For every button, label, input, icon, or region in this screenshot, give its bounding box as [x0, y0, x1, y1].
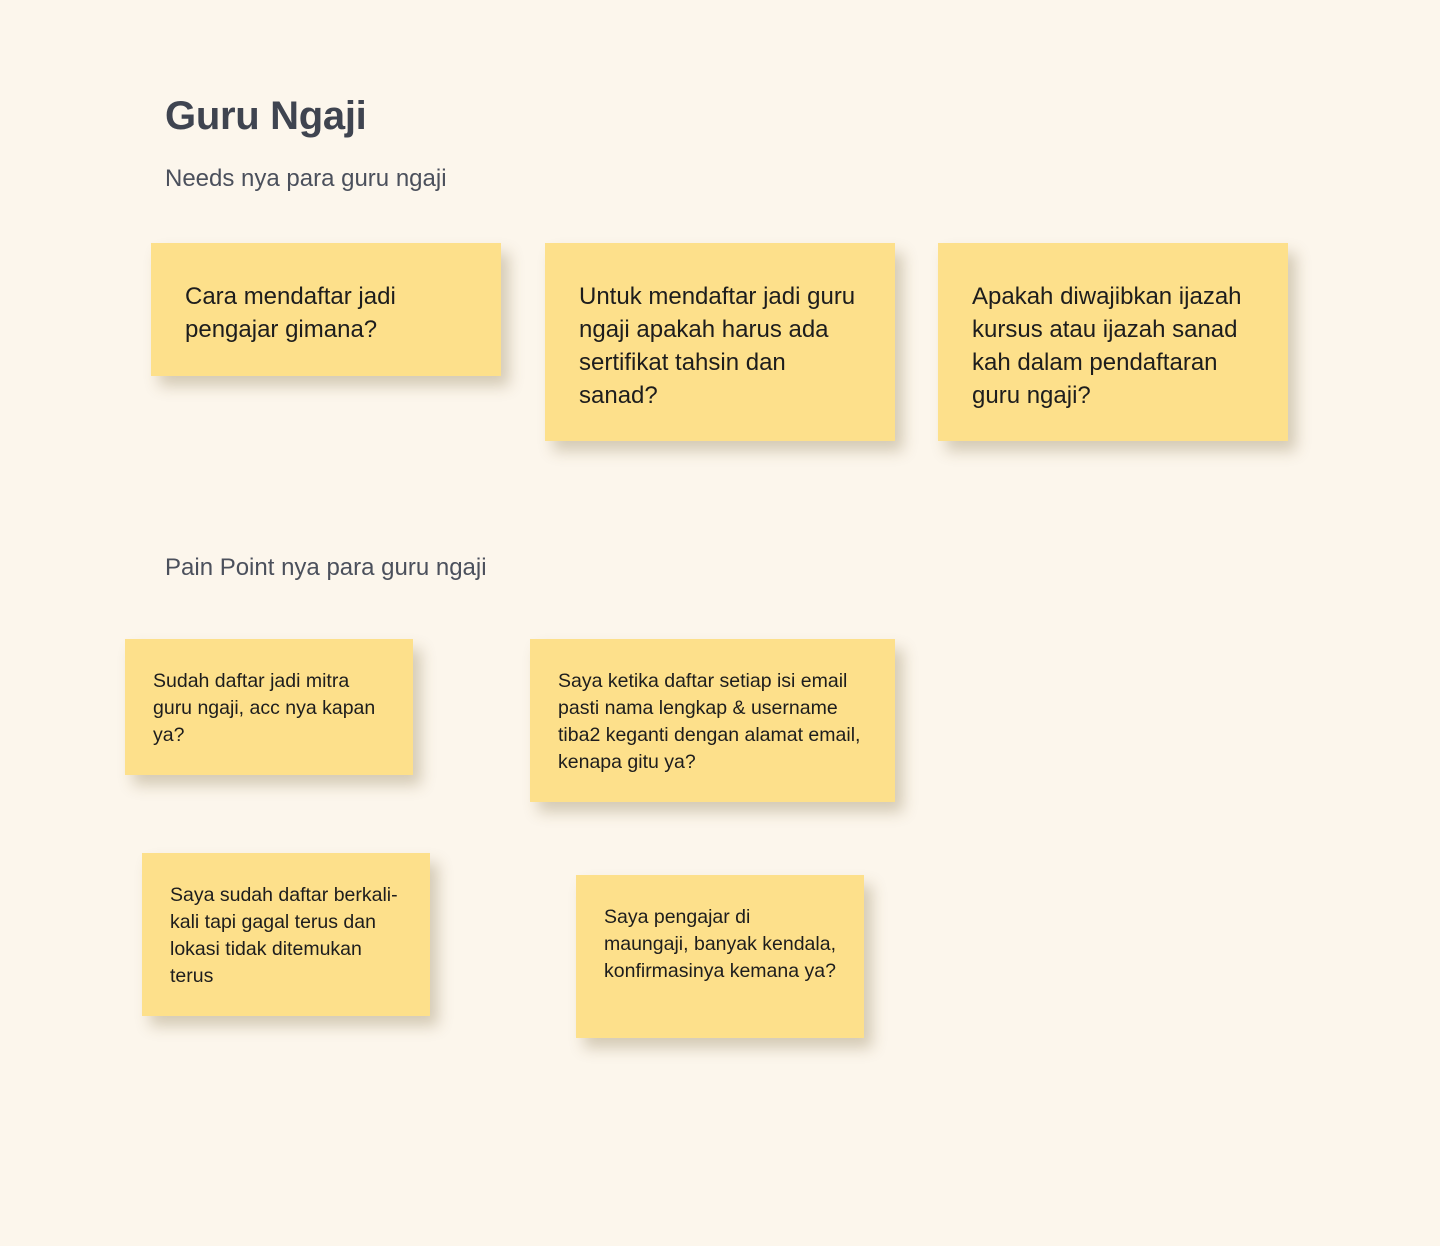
pain-point-section-label: Pain Point nya para guru ngaji — [165, 554, 487, 581]
needs-section-label: Needs nya para guru ngaji — [165, 165, 447, 192]
needs-sticky-note[interactable]: Cara mendaftar jadi pengajar gimana? — [151, 243, 501, 376]
pain-point-sticky-note[interactable]: Saya pengajar di maungaji, banyak kendala, konfirmasinya kemana ya? — [576, 875, 864, 1038]
pain-point-sticky-note[interactable]: Saya ketika daftar setiap isi email pasti nama lengkap & username tiba2 keganti dengan alamat email, kenapa gitu ya? — [530, 639, 895, 802]
needs-sticky-note[interactable]: Untuk mendaftar jadi guru ngaji apakah harus ada sertifikat tahsin dan sanad? — [545, 243, 895, 441]
pain-point-sticky-note[interactable]: Saya sudah daftar berkali-kali tapi gagal terus dan lokasi tidak ditemukan terus — [142, 853, 430, 1016]
pain-point-sticky-note[interactable]: Sudah daftar jadi mitra guru ngaji, acc nya kapan ya? — [125, 639, 413, 775]
needs-sticky-note[interactable]: Apakah diwajibkan ijazah kursus atau ijazah sanad kah dalam pendaftaran guru ngaji? — [938, 243, 1288, 441]
board-title: Guru Ngaji — [165, 94, 367, 138]
